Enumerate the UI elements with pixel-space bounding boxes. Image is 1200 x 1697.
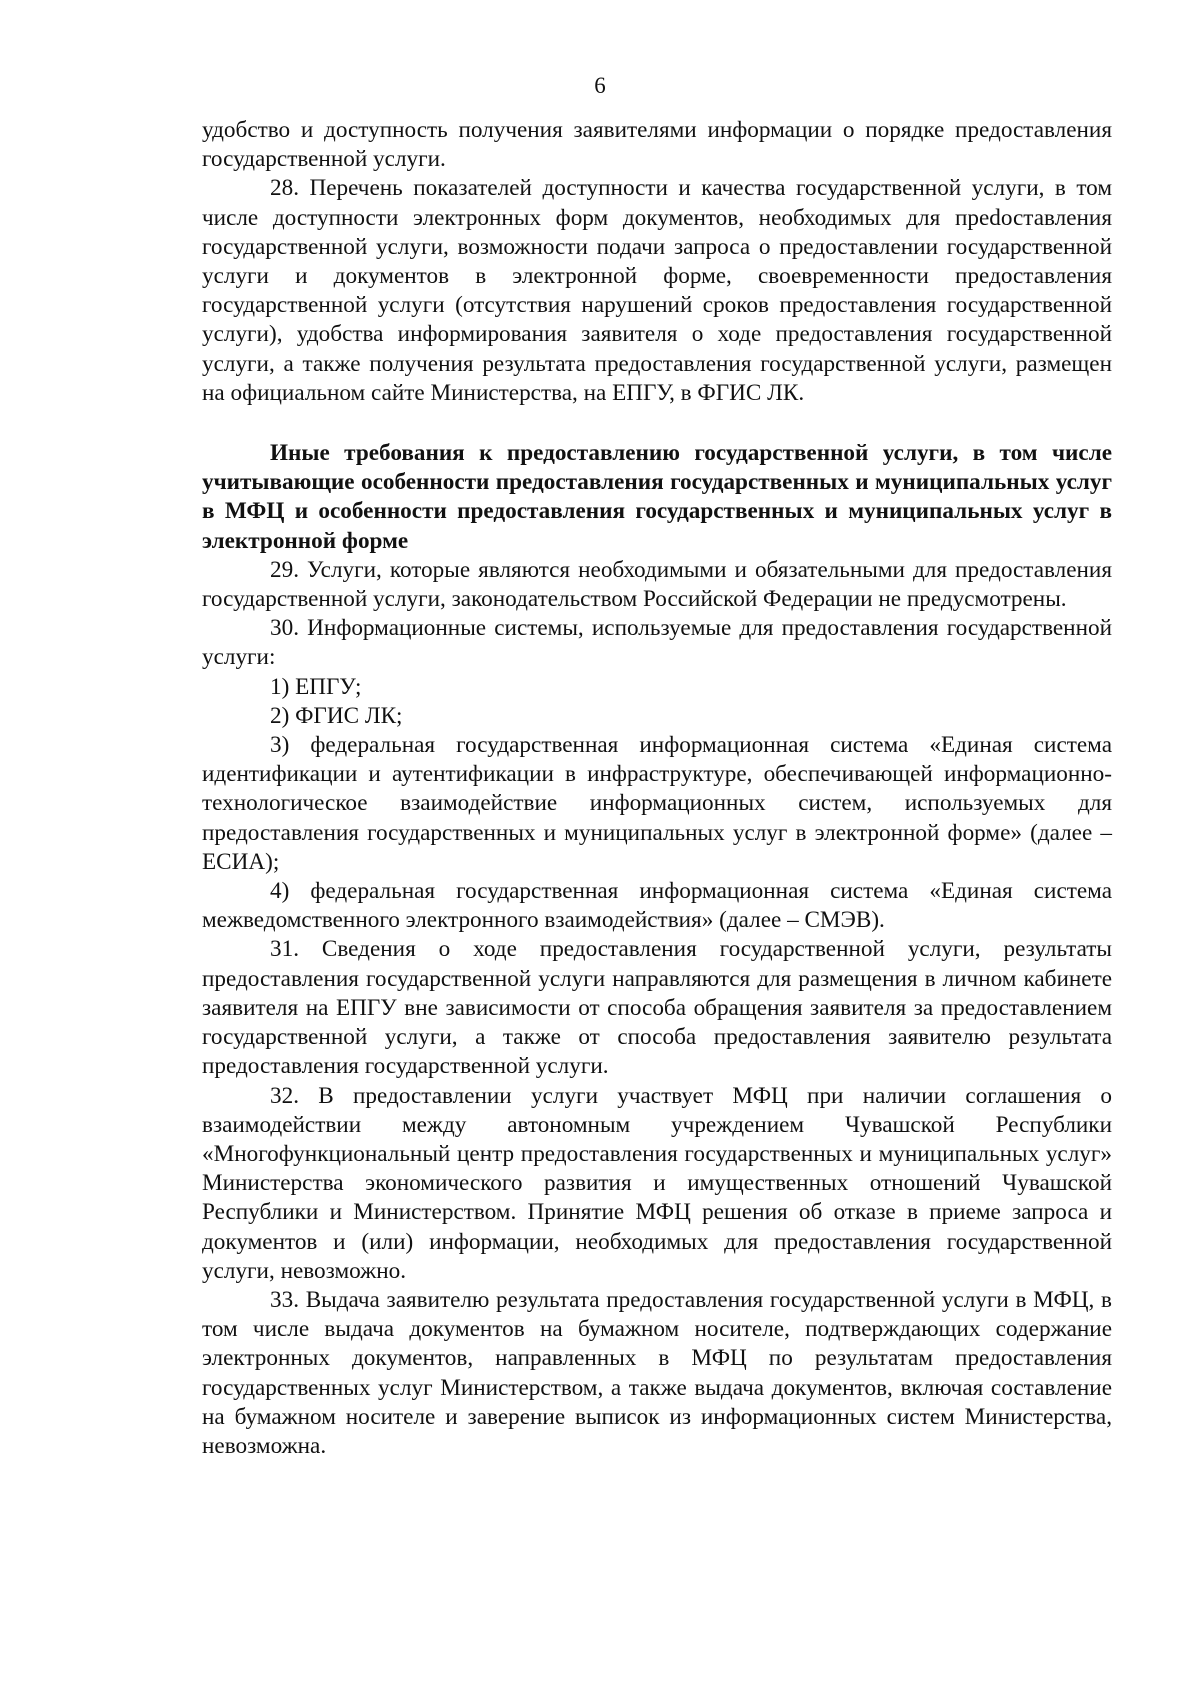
- list-item-smev: 4) федеральная государственная информационная система «Единая система межведомственного электронного взаимодействия» (далее – СМЭВ).: [202, 878, 1112, 934]
- paragraph-intro-continuation: удобство и доступность получения заявителями информации о порядке предоставления государственной услуги.: [202, 117, 1112, 173]
- paragraph-32: 32. В предоставлении услуги участвует МФЦ при наличии соглашения о взаимодействии между автономным учреждением Чувашской Республики «Многофункциональный центр предоставления государственных и муниципальных услуг» Министерства экономического развития и имущественных отношений Чувашской Республики и Министерством. Принятие МФЦ решения об отказе в приеме запроса и документов и (или) информации, необходимых для предоставления государственной услуги, невозможно.: [202, 1082, 1112, 1284]
- list-item-esia: 3) федеральная государственная информационная система «Единая система идентификации и аутентификации в инфраструктуре, обеспечивающей информационно-технологическое взаимодействие информационных систем, используемых для предоставления государственных и муниципальных услуг в электронной форме» (далее – ЕСИА);: [202, 732, 1112, 875]
- paragraph-30: 30. Информационные системы, используемые для предоставления государственной услуги:: [202, 615, 1112, 671]
- paragraph-31: 31. Сведения о ходе предоставления государственной услуги, результаты предоставления государственной услуги направляются для размещения в личном кабинете заявителя на ЕПГУ вне зависимости от способа обращения заявителя за предоставлением государственной услуги, а также от способа предоставления заявителю результата предоставления государственной услуги.: [202, 936, 1112, 1080]
- paragraph-28: 28. Перечень показателей доступности и качества государственной услуги, в том числе доступности электронных форм документов, необходимых для преdоставления государственной услуги, возможности подачи запроса о предоставлении государственной услуги и документов в электронной форме, своевременности предоставления государственной услуги (отсутствия нарушений сроков предоставления государственной услуги), удобства информирования заявителя о ходе предоставления государственной услуги, а также получения результата предоставления государственной услуги, размещен на официальном сайте Министерства, на ЕПГУ, в ФГИС ЛК.: [202, 175, 1112, 406]
- document-body: [202, 116, 1112, 1461]
- paragraph-29: 29. Услуги, которые являются необходимыми и обязательными для предоставления государственной услуги, законодательством Российской Федерации не предусмотрены.: [202, 556, 1112, 613]
- paragraph-33: 33. Выдача заявителю результата предоставления государственной услуги в МФЦ, в том числе выдача документов на бумажном носителе, подтверждающих содержание электронных документов, направленных в МФЦ по результатам предоставления государственных услуг Министерством, а также выдача документов, включая составление на бумажном носителе и заверение выписок из информационных систем Министерства, невозможна.: [202, 1286, 1112, 1459]
- section-heading: Иные требования к предоставлению государственной услуги, в том числе учитывающие особенности предоставления государственных и муниципальных услуг в МФЦ и особенности предоставления государственных и муниципальных услуг в электронной форме: [202, 440, 1112, 554]
- list-item-epgu: 1) ЕПГУ;: [270, 673, 362, 700]
- page-number: 6: [594, 73, 606, 98]
- list-item-fgis-lk: 2) ФГИС ЛК;: [270, 702, 403, 729]
